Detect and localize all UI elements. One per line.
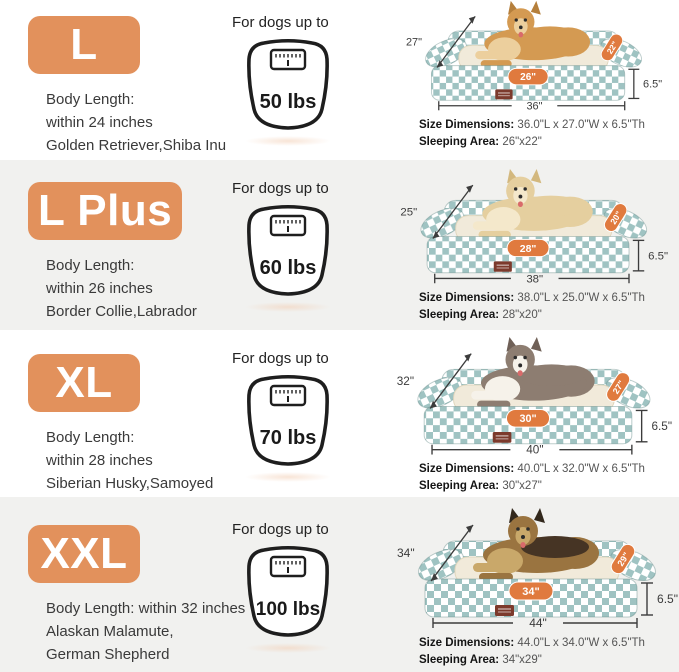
svg-text:32": 32" bbox=[396, 374, 415, 388]
body-length-line: Body Length: within 32 inches bbox=[46, 599, 246, 617]
size-badge-xxl: XXL bbox=[28, 525, 140, 583]
svg-text:36": 36" bbox=[526, 100, 543, 113]
body-length-text bbox=[46, 426, 213, 495]
size-dimensions-label: Size Dimensions: bbox=[419, 463, 515, 476]
svg-text:27": 27" bbox=[405, 36, 422, 49]
weight-limit: 60 lbs bbox=[259, 257, 317, 279]
size-badge-l: L bbox=[28, 16, 140, 74]
svg-text:28": 28" bbox=[519, 243, 537, 255]
weight-info-l-plus bbox=[228, 180, 348, 312]
size-dimensions-value: 38.0"L x 25.0"W x 6.5"Th bbox=[517, 292, 645, 305]
weight-info-l bbox=[228, 14, 348, 146]
scale-shadow bbox=[245, 136, 331, 146]
body-length-line: within 26 inches bbox=[46, 279, 153, 297]
svg-text:34": 34" bbox=[522, 586, 540, 598]
body-length-text bbox=[46, 254, 197, 323]
body-length-line: Body Length: bbox=[46, 428, 135, 446]
svg-text:30": 30" bbox=[519, 413, 537, 426]
size-info-l-plus bbox=[28, 182, 197, 323]
breed-examples: Border Collie,Labrador bbox=[46, 302, 197, 320]
brand-tag bbox=[493, 432, 512, 443]
svg-text:38": 38" bbox=[526, 273, 544, 286]
scale-shadow bbox=[245, 643, 331, 653]
svg-text:40": 40" bbox=[526, 443, 544, 457]
size-info-xl bbox=[28, 354, 213, 495]
weight-info-xxl bbox=[228, 521, 348, 653]
bed-photo-german-shepherd bbox=[385, 507, 679, 631]
bed-diagram-xl bbox=[385, 336, 679, 495]
size-info-xxl bbox=[28, 525, 245, 666]
length-dimension bbox=[432, 444, 632, 457]
brand-tag bbox=[495, 605, 514, 616]
svg-text:22": 22" bbox=[605, 39, 620, 56]
svg-text:25": 25" bbox=[400, 206, 418, 219]
bed-diagram-l-plus bbox=[385, 168, 679, 324]
size-dimensions-value: 40.0"L x 32.0"W x 6.5"Th bbox=[517, 463, 645, 476]
size-dimensions-value: 44.0"L x 34.0"W x 6.5"Th bbox=[517, 637, 645, 649]
sleeping-length-pill bbox=[509, 582, 553, 600]
length-dimension bbox=[439, 100, 625, 112]
size-row-l bbox=[0, 0, 679, 160]
weight-scale-icon bbox=[238, 542, 338, 642]
sleeping-area-label: Sleeping Area: bbox=[419, 136, 500, 149]
size-dimensions-value: 36.0"L x 27.0"W x 6.5"Th bbox=[517, 119, 645, 132]
svg-text:6.5": 6.5" bbox=[651, 420, 673, 434]
size-dimensions-label: Size Dimensions: bbox=[419, 637, 515, 649]
dimension-text bbox=[419, 635, 679, 669]
weight-limit: 50 lbs bbox=[259, 91, 317, 113]
height-dimension bbox=[636, 410, 672, 441]
breed-examples: Golden Retriever,Shiba Inu bbox=[46, 136, 227, 154]
length-dimension bbox=[433, 616, 637, 630]
size-dimensions-label: Size Dimensions: bbox=[419, 119, 515, 132]
size-row-l-plus bbox=[0, 160, 679, 330]
sleeping-area-label: Sleeping Area: bbox=[419, 309, 500, 322]
breed-examples: German Shepherd bbox=[46, 645, 170, 663]
size-info-l bbox=[28, 16, 226, 157]
sleeping-area-value: 34"x29" bbox=[502, 654, 542, 666]
height-dimension bbox=[641, 583, 678, 615]
svg-text:34": 34" bbox=[397, 546, 415, 560]
scale-shadow bbox=[245, 472, 331, 482]
sleeping-area-value: 28"x20" bbox=[502, 309, 542, 322]
weight-scale-icon bbox=[238, 371, 338, 471]
body-length-text bbox=[46, 597, 245, 666]
bed-photo-labrador bbox=[389, 168, 669, 286]
sleeping-length-pill bbox=[508, 68, 548, 84]
breed-examples: Siberian Husky,Samoyed bbox=[46, 474, 214, 492]
for-dogs-label: For dogs up to bbox=[232, 180, 329, 197]
weight-info-xl bbox=[228, 350, 348, 482]
weight-limit: 100 lbs bbox=[255, 599, 321, 620]
svg-text:6.5": 6.5" bbox=[643, 78, 663, 91]
sleeping-area-label: Sleeping Area: bbox=[419, 480, 500, 493]
svg-text:27": 27" bbox=[610, 378, 627, 396]
dimension-text bbox=[419, 461, 679, 495]
size-dimensions-label: Size Dimensions: bbox=[419, 292, 515, 305]
body-length-text bbox=[46, 88, 226, 157]
sleeping-area-label: Sleeping Area: bbox=[419, 654, 500, 666]
svg-text:6.5": 6.5" bbox=[648, 250, 669, 263]
brand-tag bbox=[495, 89, 512, 99]
svg-text:26": 26" bbox=[520, 72, 537, 84]
bed-diagram-l bbox=[385, 0, 679, 151]
size-badge-l-plus: L Plus bbox=[28, 182, 182, 240]
body-length-line: within 24 inches bbox=[46, 113, 153, 131]
bed-photo-golden-retriever bbox=[395, 0, 663, 113]
for-dogs-label: For dogs up to bbox=[232, 14, 329, 31]
svg-text:29": 29" bbox=[615, 550, 632, 568]
breed-examples: Alaskan Malamute, bbox=[46, 622, 174, 640]
dimension-text bbox=[419, 117, 679, 151]
height-dimension bbox=[633, 240, 668, 270]
weight-scale-icon bbox=[238, 35, 338, 135]
height-dimension bbox=[628, 69, 662, 98]
for-dogs-label: For dogs up to bbox=[232, 350, 329, 367]
bed-photo-siberian-husky bbox=[385, 336, 673, 457]
scale-shadow bbox=[245, 302, 331, 312]
size-badge-xl: XL bbox=[28, 354, 140, 412]
brand-tag bbox=[494, 261, 512, 271]
weight-scale-icon bbox=[238, 201, 338, 301]
sleeping-area-value: 26"x22" bbox=[502, 136, 542, 149]
size-row-xxl bbox=[0, 497, 679, 672]
svg-text:44": 44" bbox=[529, 616, 547, 630]
for-dogs-label: For dogs up to bbox=[232, 521, 329, 538]
body-length-line: Body Length: bbox=[46, 90, 135, 108]
bed-diagram-xxl bbox=[385, 507, 679, 669]
weight-limit: 70 lbs bbox=[259, 427, 317, 449]
length-dimension bbox=[435, 273, 629, 285]
body-length-line: within 28 inches bbox=[46, 451, 153, 469]
sleeping-length-pill bbox=[507, 239, 549, 256]
svg-text:6.5": 6.5" bbox=[657, 592, 678, 606]
size-row-xl bbox=[0, 330, 679, 497]
dimension-text bbox=[419, 290, 679, 324]
svg-text:20": 20" bbox=[608, 209, 624, 227]
sleeping-area-value: 30"x27" bbox=[502, 480, 542, 493]
sleeping-length-pill bbox=[506, 409, 549, 427]
body-length-line: Body Length: bbox=[46, 256, 135, 274]
